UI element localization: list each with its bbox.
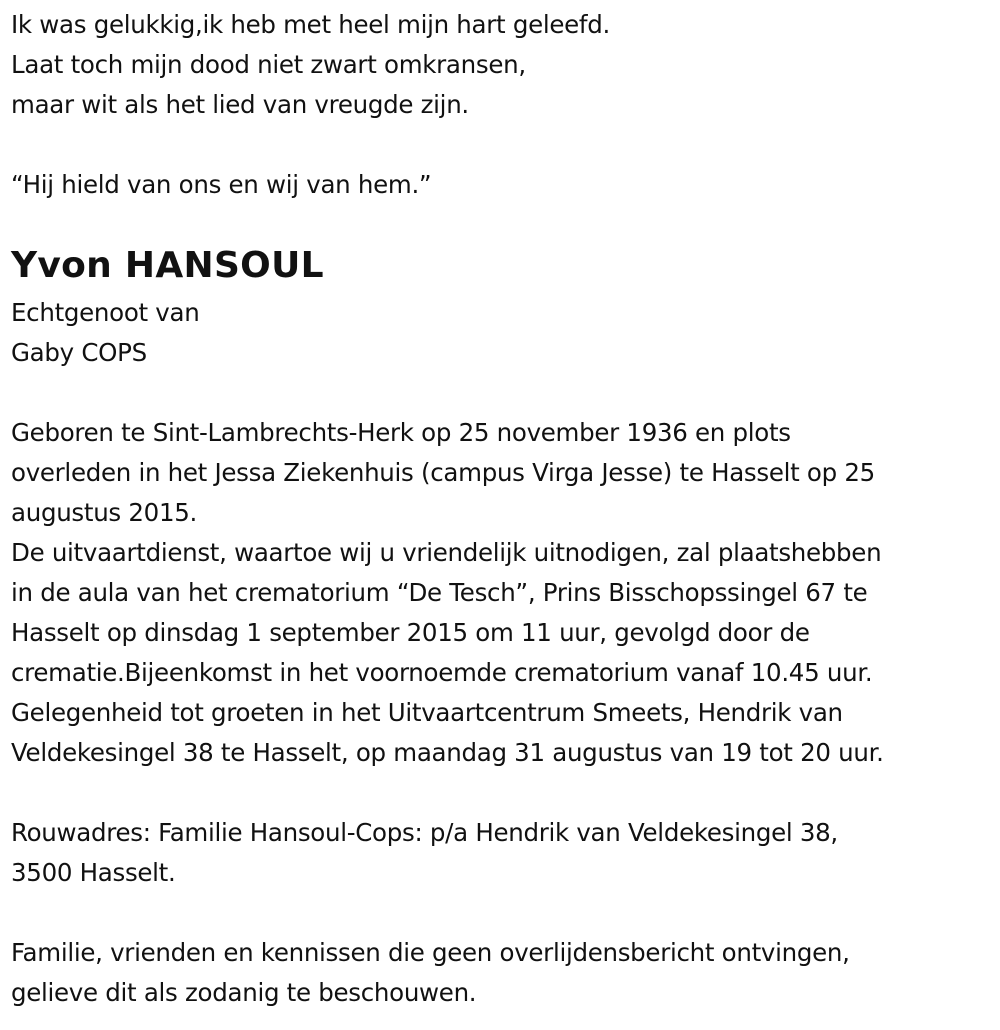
relation-label: Echtgenoot van (11, 298, 200, 327)
paragraph-line: Veldekesingel 38 te Hasselt, op maandag 31 augustus van 19 tot 20 uur. (11, 738, 884, 767)
poem-line: Laat toch mijn dood niet zwart omkransen, (11, 50, 526, 79)
paragraph-line: Hasselt op dinsdag 1 september 2015 om 11 uur, gevolgd door de (11, 618, 810, 647)
spouse-name: Gaby COPS (11, 338, 147, 367)
paragraph-line: 3500 Hasselt. (11, 858, 176, 887)
paragraph-line: augustus 2015. (11, 498, 198, 527)
paragraph-line: crematie.Bijeenkomst in het voornoemde crematorium vanaf 10.45 uur. (11, 658, 873, 687)
paragraph-line: De uitvaartdienst, waartoe wij u vriendelijk uitnodigen, zal plaatshebben (11, 538, 882, 567)
quote: “Hij hield van ons en wij van hem.” (11, 170, 432, 199)
paragraph-line: Familie, vrienden en kennissen die geen overlijdensbericht ontvingen, (11, 938, 850, 967)
paragraph-line: Gelegenheid tot groeten in het Uitvaartcentrum Smeets, Hendrik van (11, 698, 843, 727)
paragraph-line: Geboren te Sint-Lambrechts-Herk op 25 november 1936 en plots (11, 418, 791, 447)
poem-line: Ik was gelukkig,ik heb met heel mijn hart geleefd. (11, 10, 610, 39)
paragraph-line: in de aula van het crematorium “De Tesch”, Prins Bisschopssingel 67 te (11, 578, 868, 607)
paragraph-line: Rouwadres: Familie Hansoul-Cops: p/a Hendrik van Veldekesingel 38, (11, 818, 838, 847)
paragraph-line: gelieve dit als zodanig te beschouwen. (11, 978, 477, 1007)
paragraph-line: overleden in het Jessa Ziekenhuis (campus Virga Jesse) te Hasselt op 25 (11, 458, 875, 487)
poem-line: maar wit als het lied van vreugde zijn. (11, 90, 469, 119)
deceased-name: Yvon HANSOUL (11, 245, 324, 286)
